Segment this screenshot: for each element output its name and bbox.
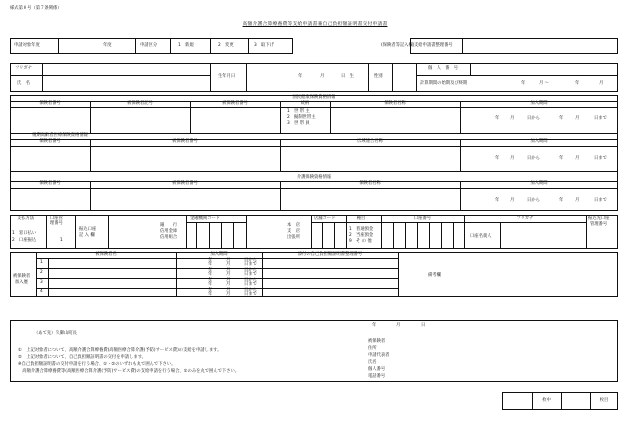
insured-name-header: 被保険者名: [95, 252, 117, 257]
statement-note-2: 高額介護合算療養費等(高額医療合算介護(予防)サービス費)の支給申請を行う場合、①のみを丸で囲んで下さい。: [18, 369, 240, 374]
elderly-header-insurer-number: 保険者番号: [39, 139, 61, 144]
statement-2[interactable]: ② 上記対象者について、自己負担額証明書の交付を申請します。: [18, 355, 146, 360]
retained-label-1: 振込先口座: [588, 216, 610, 221]
account-holder-label: 口座名義人: [470, 234, 492, 239]
branch-code-input[interactable]: [312, 223, 345, 248]
application-year-unit: 年: [372, 323, 377, 328]
page-index-label: 枚目: [599, 398, 609, 403]
relationship-option-quasi-head[interactable]: 2 擬制世帯主: [287, 115, 316, 120]
national-header-symbol: 被保険者記号: [127, 101, 153, 106]
deposit-type-current[interactable]: 2 当座預金: [349, 233, 374, 238]
applicant-field-representative: 申請代表者: [368, 353, 390, 358]
application-month-unit: 月: [396, 323, 401, 328]
transfer-account-label: 振込口座: [79, 227, 97, 232]
applicant-field-phone: 電話番号: [368, 374, 386, 379]
period-end-year-unit: 年: [575, 81, 580, 86]
account-number-input[interactable]: [382, 223, 463, 248]
national-header-insurer-name: 保険者名称: [384, 101, 406, 106]
deposit-type-other[interactable]: 9 そ の 他: [349, 239, 372, 244]
support-number-label: 支給申請書整理番号: [414, 43, 453, 48]
category-label: 申請区分: [140, 43, 158, 48]
national-header-insurer-number: 保険者番号: [39, 101, 61, 106]
branch-code-label: 店舗コード: [314, 216, 336, 221]
personal-number-label: 個 人 番 号: [428, 66, 459, 71]
bank-type-bank[interactable]: 銀 行: [160, 223, 178, 228]
form-title: 高額介護合算療養費等支給申請書兼自己負担額証明書交付申請書: [242, 22, 388, 27]
target-year-label: 申請対象年度: [14, 43, 40, 48]
relationship-option-head[interactable]: 1 世 帯 主: [287, 109, 310, 114]
account-mgmt-label-1: 口座管: [50, 216, 63, 221]
account-number-label: 口座番号: [413, 216, 432, 221]
relationship-option-member[interactable]: 3 世 帯 員: [287, 121, 310, 126]
payment-method-label: 支払方法: [17, 216, 35, 221]
sex-input[interactable]: [393, 64, 415, 91]
deposit-type-label: 種目: [356, 216, 366, 221]
elderly-header-number: 被保険者番号: [172, 139, 198, 144]
elderly-header-period: 加入期間: [530, 139, 548, 144]
application-day-unit: 日: [421, 323, 426, 328]
care-header-number: 被保険者番号: [172, 181, 198, 186]
account-mgmt-label-2: 理番号: [50, 221, 63, 226]
insured-group-label-1: 被保険者: [13, 274, 31, 279]
national-header-number: 被保険者番号: [222, 101, 248, 106]
support-number-input[interactable]: [463, 39, 617, 53]
national-header-period: 加入期間: [530, 101, 548, 106]
branch-type-office[interactable]: 出張所: [287, 235, 300, 240]
name-input[interactable]: [43, 76, 209, 91]
applicant-field-personal-number: 個人番号: [368, 367, 386, 372]
bank-type-kumiai[interactable]: 信用組合: [160, 235, 178, 240]
insured-row-number: 2: [40, 270, 43, 275]
page-index-input[interactable]: [562, 393, 589, 409]
retained-label-2: 管理番号: [590, 222, 608, 227]
statement-note-1: ※自己負担額証明書の交付申請を行う場合、①・②のいずれも丸で囲んで下さい。: [18, 362, 176, 367]
insured-period-header: 加入期間: [210, 252, 228, 257]
furigana-label: フリガナ: [15, 66, 32, 71]
holder-furigana-label: フリガナ: [516, 216, 534, 221]
care-header-insurer-number: 保険者番号: [39, 181, 61, 186]
remarks-label: 備考欄: [428, 273, 441, 278]
insured-row-number: 4: [40, 289, 43, 294]
sex-label: 性別: [374, 74, 383, 79]
insured-group-label-2: 加入歴: [15, 280, 28, 285]
deposit-type-ordinary[interactable]: 1 普通預金: [349, 227, 374, 232]
birthdate-year-unit: 年: [298, 74, 303, 79]
applicant-field-insured: 被保険者: [368, 339, 386, 344]
insured-row-number: 1: [40, 260, 43, 265]
account-holder-input[interactable]: [501, 223, 585, 248]
care-header-period: 加入期間: [530, 181, 548, 186]
transfer-entry-label: 記 入 欄: [79, 233, 95, 238]
period-start-year-unit: 年: [521, 81, 526, 86]
payment-option-window[interactable]: 1 窓口払い: [12, 231, 37, 236]
insurance-box: [10, 95, 618, 211]
branch-type-branch[interactable]: 支 店: [287, 229, 300, 234]
target-year-input[interactable]: [59, 39, 99, 53]
birthdate-day-unit: 日 生: [341, 74, 354, 79]
insured-row-number: 3: [40, 280, 43, 285]
branch-type-main[interactable]: 本 店: [287, 223, 300, 228]
category-option-withdraw[interactable]: 3 取下げ: [254, 43, 274, 48]
category-option-new[interactable]: 1 新規: [178, 43, 194, 48]
total-pages-input[interactable]: [503, 393, 531, 409]
elderly-title: 後期高齢者医療保険資格情報: [32, 133, 88, 138]
insured-cert-header: 添付の自己負担額証明書整理番号: [297, 252, 363, 257]
payment-option-transfer[interactable]: 2 口座振込: [12, 238, 37, 243]
birthdate-month-unit: 月: [320, 74, 325, 79]
birthdate-label: 生年月日: [218, 74, 236, 79]
period-start-month-unit: 月 〜: [539, 81, 549, 86]
applicant-field-name: 氏名: [368, 360, 377, 365]
national-header-relationship: 続柄: [300, 101, 310, 106]
applicant-field-address: 住所: [368, 346, 377, 351]
statement-1[interactable]: ① 上記対象者について、高額介護合算療養費(高額医療合算介護(予防)サービス費)の支給を申請します。: [18, 348, 222, 353]
account-mgmt-value: 1: [60, 238, 63, 243]
bank-code-label: 金融機関コード: [190, 216, 221, 221]
care-header-insurer-name: 保険者名称: [359, 181, 381, 186]
period-end-month-unit: 月: [599, 81, 604, 86]
bank-code-input[interactable]: [187, 223, 245, 248]
furigana-input[interactable]: [43, 64, 209, 75]
national-title: 国民健康保険資格情報: [292, 95, 336, 100]
personal-number-input[interactable]: [471, 64, 617, 75]
total-pages-label: 枚中: [542, 398, 551, 403]
period-label: 計算期間の始期及び終期: [420, 81, 468, 86]
name-label: 氏 名: [17, 81, 30, 86]
category-option-change[interactable]: 2 変更: [218, 43, 234, 48]
form-number: 様式第８号（第７条関係）: [10, 6, 62, 11]
bank-type-shinkin[interactable]: 信用金庫: [160, 229, 178, 234]
insurer-entry-note: (保険者等記入欄): [381, 43, 415, 48]
care-title: 介護保険資格情報: [296, 175, 332, 180]
target-year-suffix: 年度: [103, 43, 112, 48]
elderly-header-union: 広域連合名称: [357, 139, 383, 144]
addressee: （あて先）久御山町長: [34, 331, 77, 336]
